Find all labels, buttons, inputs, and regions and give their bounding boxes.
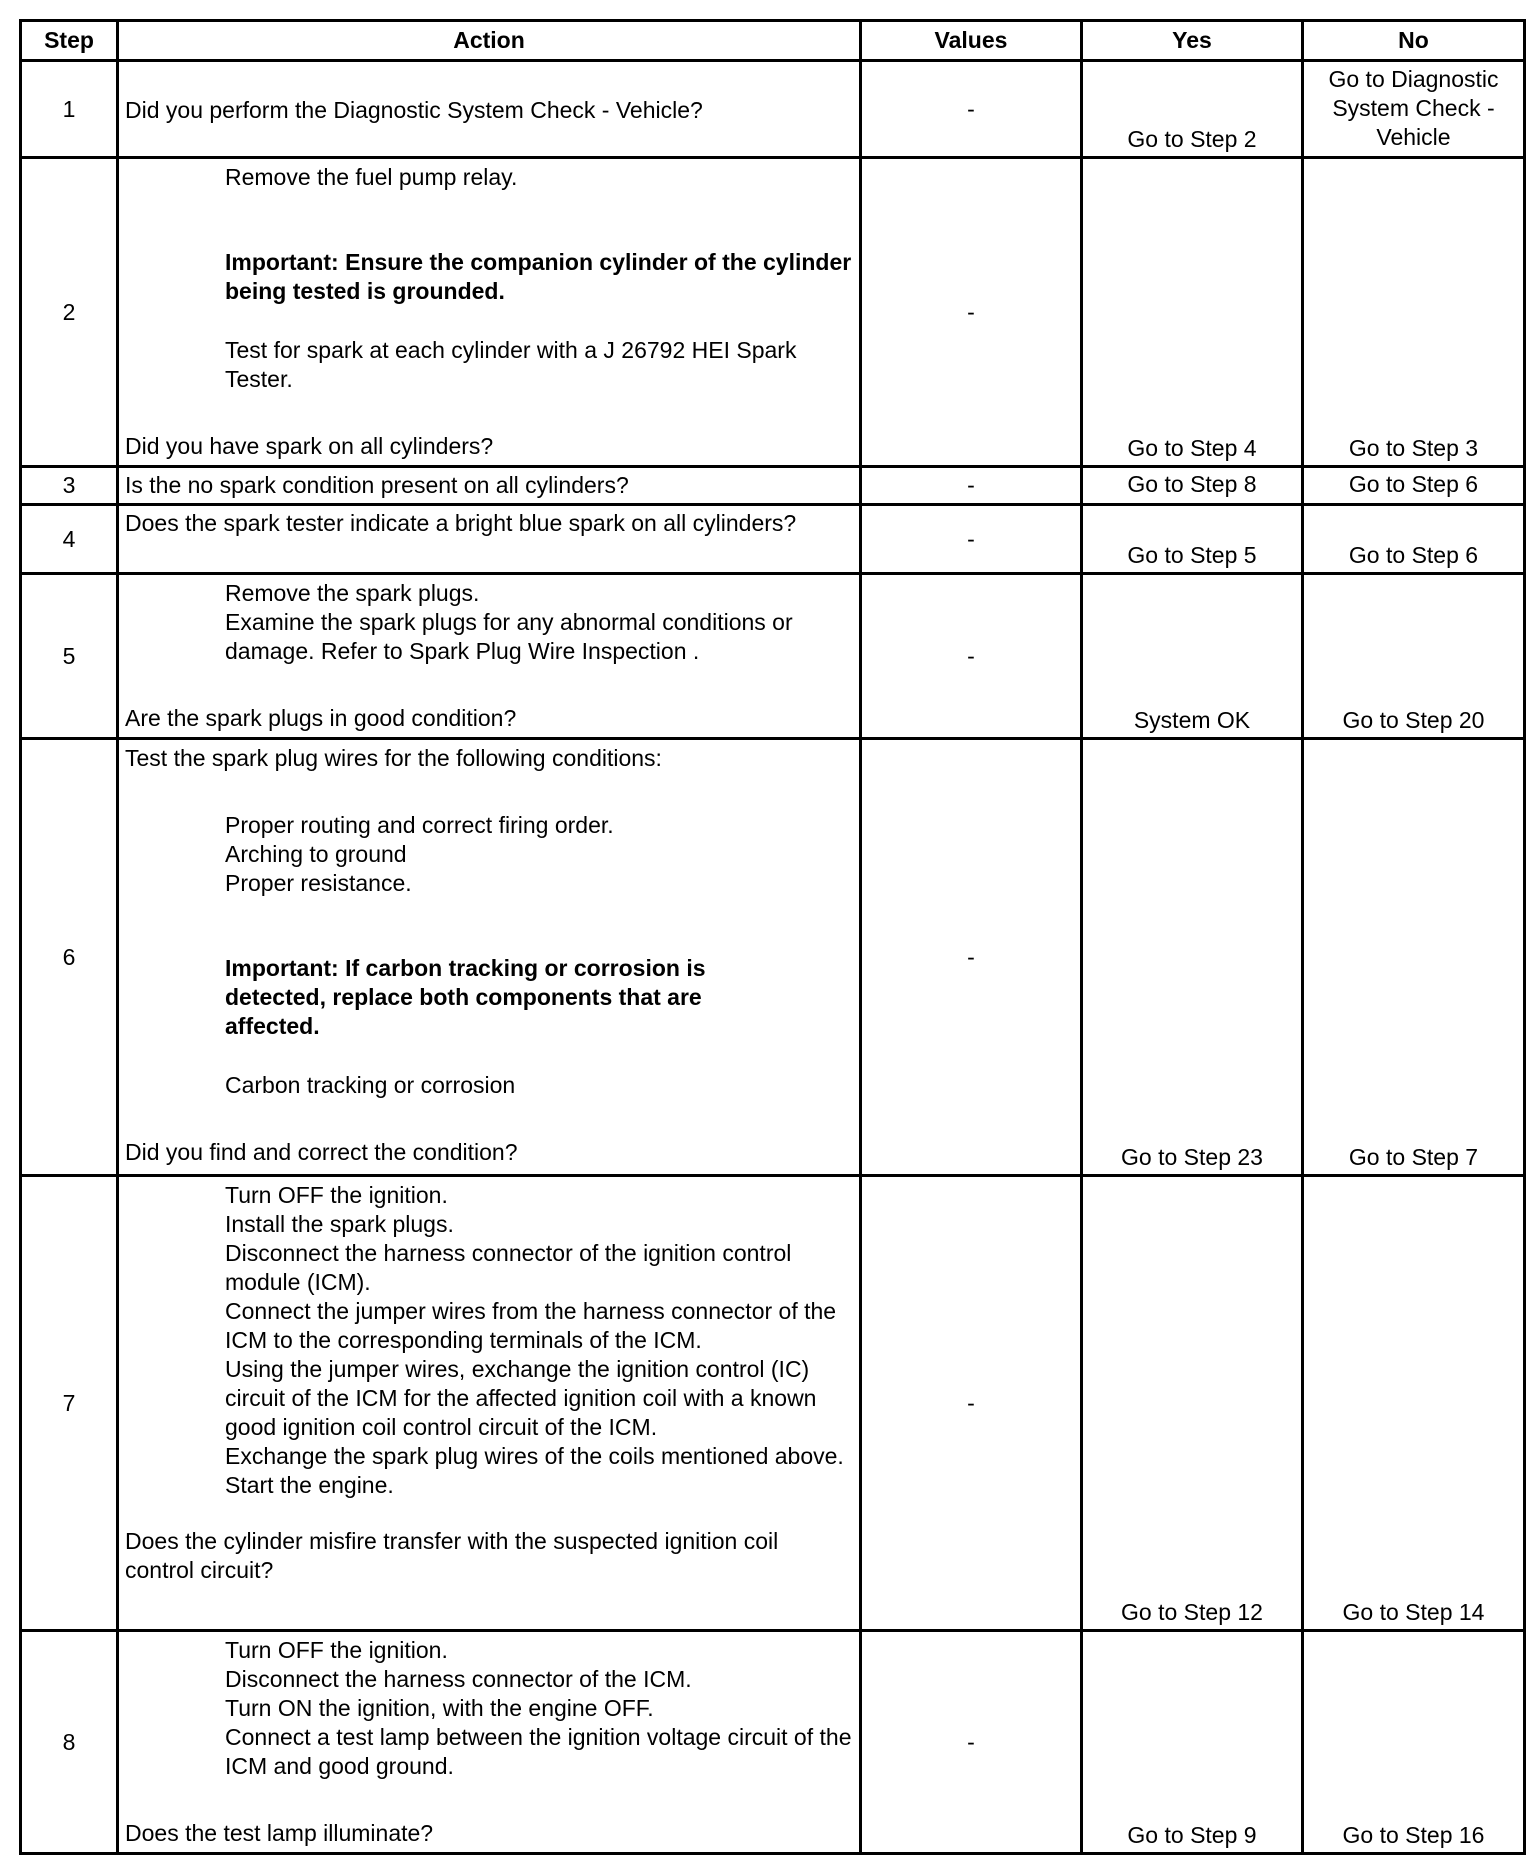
yes-cell: Go to Step 5 — [1083, 506, 1304, 575]
action-cell — [119, 62, 862, 159]
action-question: Does the cylinder misfire transfer with the suspected ignition coil control circuit? — [125, 1528, 779, 1583]
action-item: Install the spark plugs. — [225, 1211, 454, 1237]
yes-cell: Go to Step 2 — [1083, 62, 1304, 159]
yes-cell: Go to Step 9 — [1083, 1632, 1304, 1855]
values-cell: - — [862, 62, 1083, 159]
step-number: 3 — [22, 468, 119, 506]
action-item: Remove the fuel pump relay. — [225, 164, 518, 190]
action-item: Proper routing and correct firing order. — [225, 812, 614, 838]
action-item: Carbon tracking or corrosion — [225, 1072, 516, 1098]
action-cell — [119, 1632, 862, 1855]
yes-cell: Go to Step 12 — [1083, 1177, 1304, 1632]
no-cell: Go to Step 6 — [1304, 468, 1526, 506]
table-row-step-5 — [22, 575, 1526, 740]
no-cell: Go to Diagnostic System Check - Vehicle — [1304, 62, 1526, 159]
step-number: 1 — [22, 62, 119, 159]
action-cell — [119, 1177, 862, 1632]
table-row-step-6 — [22, 740, 1526, 1177]
header-step: Step — [22, 22, 119, 62]
values-cell: - — [862, 740, 1083, 1177]
action-item: Turn OFF the ignition. — [225, 1182, 448, 1208]
step-number: 5 — [22, 575, 119, 740]
important-note: Important: If carbon tracking or corrosion is detected, replace both components that are affected. — [225, 955, 706, 1039]
yes-cell: Go to Step 23 — [1083, 740, 1304, 1177]
values-cell: - — [862, 506, 1083, 575]
action-item: Disconnect the harness connector of the ignition control module (ICM). — [225, 1240, 792, 1295]
action-question: Did you perform the Diagnostic System Check - Vehicle? — [125, 96, 703, 123]
yes-cell: Go to Step 8 — [1083, 468, 1304, 506]
diagnostic-table — [19, 19, 1526, 1855]
no-cell: Go to Step 20 — [1304, 575, 1526, 740]
step-number: 6 — [22, 740, 119, 1177]
action-item: Disconnect the harness connector of the ICM. — [225, 1666, 692, 1692]
action-question: Is the no spark condition present on all cylinders? — [125, 472, 629, 498]
values-cell: - — [862, 468, 1083, 506]
yes-cell: Go to Step 4 — [1083, 159, 1304, 468]
action-item: Using the jumper wires, exchange the ignition control (IC) circuit of the ICM for the affected ignition coil with a known good ignition coil control circuit of the ICM. — [225, 1356, 817, 1440]
no-cell: Go to Step 7 — [1304, 740, 1526, 1177]
action-item: Start the engine. — [225, 1472, 394, 1498]
no-cell: Go to Step 6 — [1304, 506, 1526, 575]
action-question: Are the spark plugs in good condition? — [125, 705, 517, 731]
values-cell: - — [862, 1632, 1083, 1855]
values-cell: - — [862, 1177, 1083, 1632]
step-number: 4 — [22, 506, 119, 575]
action-item: Connect the jumper wires from the harness connector of the ICM to the corresponding terminals of the ICM. — [225, 1298, 837, 1353]
important-note: Important: Ensure the companion cylinder of the cylinder being tested is grounded. — [225, 249, 852, 304]
step-number: 2 — [22, 159, 119, 468]
action-cell — [119, 468, 862, 506]
action-item: Test for spark at each cylinder with a J 26792 HEI Spark Tester. — [225, 337, 797, 392]
action-item: Remove the spark plugs. — [225, 580, 480, 606]
table-row-step-8 — [22, 1632, 1526, 1855]
action-intro: Test the spark plug wires for the following conditions: — [125, 745, 662, 771]
table-row-step-1 — [22, 62, 1526, 159]
step-number: 7 — [22, 1177, 119, 1632]
action-item: Turn ON the ignition, with the engine OFF. — [225, 1695, 654, 1721]
no-cell: Go to Step 16 — [1304, 1632, 1526, 1855]
action-item: Connect a test lamp between the ignition voltage circuit of the ICM and good ground. — [225, 1724, 852, 1779]
step-number: 8 — [22, 1632, 119, 1855]
action-question: Did you have spark on all cylinders? — [125, 433, 494, 459]
action-item: Examine the spark plugs for any abnormal conditions or damage. Refer to Spark Plug Wire Inspection . — [225, 609, 793, 664]
table-row-step-2 — [22, 159, 1526, 468]
action-item: Proper resistance. — [225, 870, 412, 896]
action-item: Exchange the spark plug wires of the coils mentioned above. — [225, 1443, 844, 1469]
table-row-step-4 — [22, 506, 1526, 575]
header-action: Action — [119, 22, 862, 62]
values-cell: - — [862, 159, 1083, 468]
header-yes: Yes — [1083, 22, 1304, 62]
action-item: Arching to ground — [225, 841, 407, 867]
diagnostic-table-page — [19, 19, 1519, 1855]
action-cell — [119, 506, 862, 575]
header-no: No — [1304, 22, 1526, 62]
action-item: Turn OFF the ignition. — [225, 1637, 448, 1663]
action-question: Does the spark tester indicate a bright blue spark on all cylinders? — [125, 510, 797, 536]
header-row — [22, 22, 1526, 62]
values-cell: - — [862, 575, 1083, 740]
no-cell: Go to Step 14 — [1304, 1177, 1526, 1632]
action-question: Did you find and correct the condition? — [125, 1139, 518, 1165]
action-cell — [119, 159, 862, 468]
action-cell — [119, 740, 862, 1177]
no-cell: Go to Step 3 — [1304, 159, 1526, 468]
header-values: Values — [862, 22, 1083, 62]
yes-cell: System OK — [1083, 575, 1304, 740]
action-cell — [119, 575, 862, 740]
table-row-step-3 — [22, 468, 1526, 506]
action-question: Does the test lamp illuminate? — [125, 1820, 434, 1846]
table-row-step-7 — [22, 1177, 1526, 1632]
